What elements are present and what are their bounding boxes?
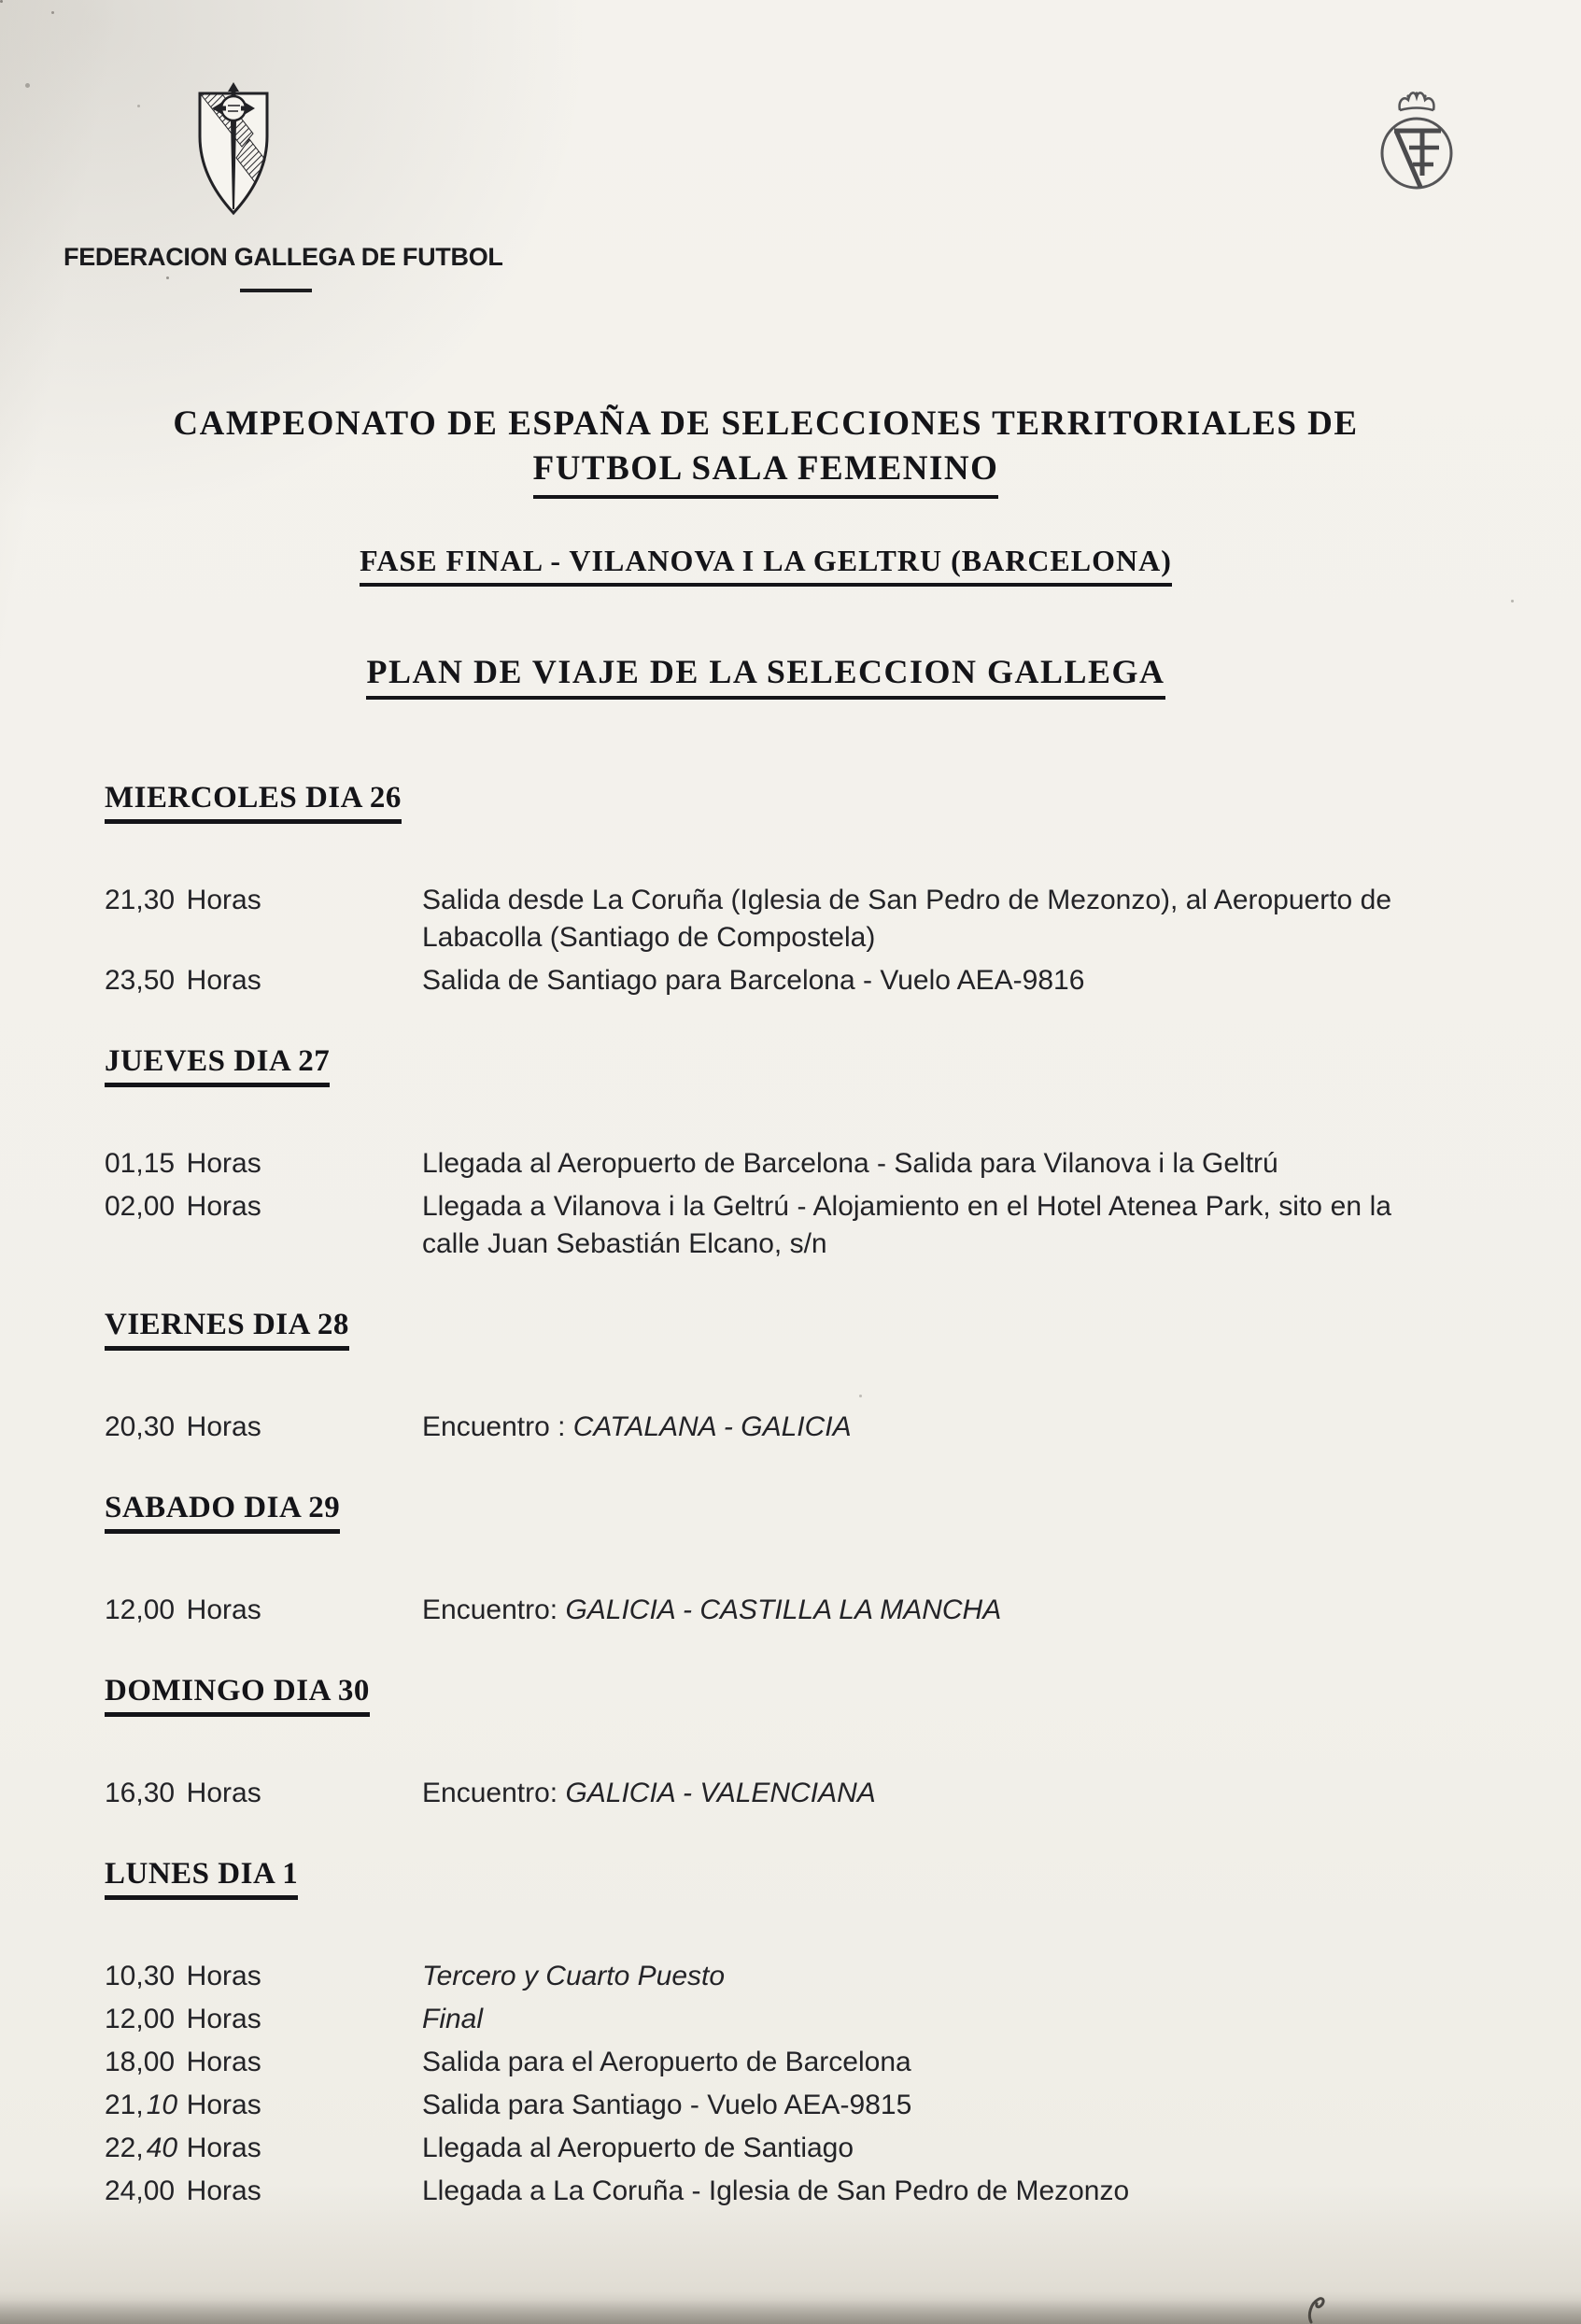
event-cell xyxy=(422,2001,1391,2038)
time-main: 01,15 xyxy=(105,1148,176,1179)
time-unit: Horas xyxy=(186,1191,261,1222)
time-cell xyxy=(105,962,422,999)
time-unit: Horas xyxy=(186,965,261,996)
time-corrected: 10 xyxy=(146,2090,178,2120)
time-cell xyxy=(105,2130,422,2167)
event-cell xyxy=(422,1775,1391,1812)
day-rows xyxy=(105,882,1393,999)
event-emphasis: GALICIA - CASTILLA LA MANCHA xyxy=(565,1594,1002,1625)
day-heading: MIERCOLES DIA 26 xyxy=(105,781,402,824)
day-heading: VIERNES DIA 28 xyxy=(105,1308,349,1351)
day-heading: JUEVES DIA 27 xyxy=(105,1044,330,1087)
time-cell xyxy=(105,1592,422,1629)
time-main: 24,00 xyxy=(105,2175,176,2206)
time-cell xyxy=(105,1409,422,1446)
day-heading: SABADO DIA 29 xyxy=(105,1491,340,1534)
plan-title: PLAN DE VIAJE DE LA SELECCION GALLEGA xyxy=(79,652,1452,700)
time-cell xyxy=(105,2173,422,2210)
time-cell xyxy=(105,882,422,957)
day-heading: LUNES DIA 1 xyxy=(105,1857,298,1900)
time-unit: Horas xyxy=(186,2175,261,2206)
event-text: Llegada a Vilanova i la Geltrú - Alojamiento en el Hotel Atenea Park, sito en la calle Juan Sebastián Elcano, s/n xyxy=(422,1191,1391,1259)
time-main: 20,30 xyxy=(105,1411,176,1442)
org-name: FEDERACION GALLEGA DE FUTBOL xyxy=(64,243,503,271)
event-cell xyxy=(422,1958,1391,1995)
time-main: 10,30 xyxy=(105,1961,176,1991)
time-unit: Horas xyxy=(186,1594,261,1625)
time-unit: Horas xyxy=(186,2090,261,2120)
event-text: Encuentro : xyxy=(422,1411,573,1442)
day-rows xyxy=(105,1409,1393,1446)
event-emphasis: Tercero y Cuarto Puesto xyxy=(422,1961,726,1991)
day-section xyxy=(105,1308,1393,1446)
schedule xyxy=(105,781,1393,2255)
event-text: Encuentro: xyxy=(422,1778,566,1808)
time-main: 21, xyxy=(105,2090,144,2120)
event-cell xyxy=(422,1409,1391,1446)
event-text: Salida de Santiago para Barcelona - Vuelo AEA-9816 xyxy=(422,965,1085,996)
day-section xyxy=(105,1491,1393,1629)
time-main: 02,00 xyxy=(105,1191,176,1222)
pen-mark xyxy=(1306,2290,1330,2324)
event-text: Llegada al Aeropuerto de Barcelona - Salida para Vilanova i la Geltrú xyxy=(422,1148,1278,1179)
day-section xyxy=(105,1857,1393,2210)
time-cell xyxy=(105,1188,422,1263)
event-cell xyxy=(422,882,1391,957)
fgf-shield-logo xyxy=(191,80,276,220)
day-rows xyxy=(105,1592,1393,1629)
time-unit: Horas xyxy=(186,1148,261,1179)
time-main: 18,00 xyxy=(105,2047,176,2077)
time-unit: Horas xyxy=(186,885,261,915)
day-rows xyxy=(105,1775,1393,1812)
time-unit: Horas xyxy=(186,1961,261,1991)
time-unit: Horas xyxy=(186,1778,261,1808)
time-unit: Horas xyxy=(186,2133,261,2163)
event-text: Llegada al Aeropuerto de Santiago xyxy=(422,2133,854,2163)
event-cell xyxy=(422,962,1391,999)
time-main: 12,00 xyxy=(105,2004,176,2034)
day-section xyxy=(105,781,1393,999)
time-cell xyxy=(105,2087,422,2124)
day-rows xyxy=(105,1958,1393,2210)
event-text: Salida para Santiago - Vuelo AEA-9815 xyxy=(422,2090,912,2120)
event-cell xyxy=(422,1145,1391,1183)
time-cell xyxy=(105,1145,422,1183)
day-heading: DOMINGO DIA 30 xyxy=(105,1674,370,1717)
day-section xyxy=(105,1674,1393,1812)
day-section xyxy=(105,1044,1393,1263)
championship-title xyxy=(79,402,1452,499)
event-emphasis: Final xyxy=(422,2004,484,2034)
event-text: Salida desde La Coruña (Iglesia de San Pedro de Mezonzo), al Aeropuerto de Labacolla (Santiago de Compostela) xyxy=(422,885,1391,953)
time-main: 12,00 xyxy=(105,1594,176,1625)
time-cell xyxy=(105,1958,422,1995)
time-main: 23,50 xyxy=(105,965,176,996)
time-main: 22, xyxy=(105,2133,144,2163)
time-corrected: 40 xyxy=(146,2133,178,2163)
time-cell xyxy=(105,2001,422,2038)
championship-title-line1: CAMPEONATO DE ESPAÑA DE SELECCIONES TERRITORIALES DE xyxy=(173,404,1359,443)
event-text: Salida para el Aeropuerto de Barcelona xyxy=(422,2047,911,2077)
time-unit: Horas xyxy=(186,2047,261,2077)
time-main: 21,30 xyxy=(105,885,176,915)
event-cell xyxy=(422,1188,1391,1263)
event-cell xyxy=(422,2130,1391,2167)
phase-title: FASE FINAL - VILANOVA I LA GELTRU (BARCELONA) xyxy=(79,544,1452,587)
day-rows xyxy=(105,1145,1393,1263)
event-text: Llegada a La Coruña - Iglesia de San Pedro de Mezonzo xyxy=(422,2175,1130,2206)
event-cell xyxy=(422,1592,1391,1629)
event-cell xyxy=(422,2044,1391,2081)
event-cell xyxy=(422,2173,1391,2210)
time-main: 16,30 xyxy=(105,1778,176,1808)
titles-block xyxy=(79,402,1452,700)
time-unit: Horas xyxy=(186,1411,261,1442)
event-emphasis: CATALANA - GALICIA xyxy=(572,1411,852,1442)
event-text: Encuentro: xyxy=(422,1594,566,1625)
event-cell xyxy=(422,2087,1391,2124)
time-unit: Horas xyxy=(186,2004,261,2034)
scan-specks xyxy=(0,0,3,3)
time-cell xyxy=(105,2044,422,2081)
event-emphasis: GALICIA - VALENCIANA xyxy=(565,1778,876,1808)
rfef-crest-logo xyxy=(1366,86,1464,196)
org-name-underline xyxy=(240,289,312,292)
championship-title-line2: FUTBOL SALA FEMENINO xyxy=(533,446,999,499)
time-cell xyxy=(105,1775,422,1812)
